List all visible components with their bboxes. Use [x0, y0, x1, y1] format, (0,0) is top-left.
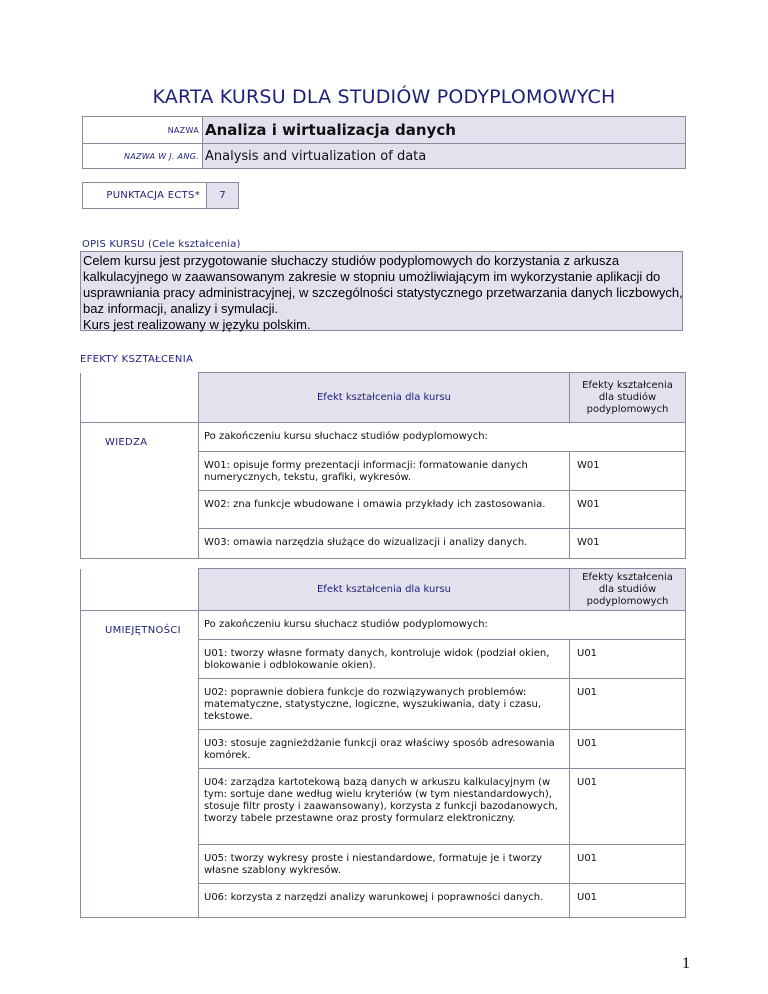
name-en-label: NAZWA W J. ANG. [83, 144, 203, 169]
ects-table [82, 182, 239, 209]
ects-label: PUNKTACJA ECTS* [83, 183, 207, 209]
outcome-text: U03: stosuje zagnieżdżanie funkcji oraz właściwy sposób adresowania komórek. [199, 730, 570, 769]
name-en-value: Analysis and virtualization of data [203, 144, 686, 169]
ects-value: 7 [207, 183, 239, 209]
outcome-text: U05: tworzy wykresy proste i niestandardowe, formatuje je i tworzy własne szablony wykresów. [199, 845, 570, 884]
outcome-code: U01 [570, 769, 686, 845]
category-label: UMIEJĘTNOŚCI [81, 611, 199, 918]
skills-outcomes-table [80, 568, 686, 918]
empty-header-cell [81, 373, 199, 423]
intro-text: Po zakończeniu kursu słuchacz studiów podyplomowych: [199, 423, 686, 452]
outcome-code: W01 [570, 529, 686, 559]
intro-text: Po zakończeniu kursu słuchacz studiów podyplomowych: [199, 611, 686, 640]
name-label: NAZWA [83, 117, 203, 144]
outcome-text: W03: omawia narzędzia służące do wizualizacji i analizy danych. [199, 529, 570, 559]
outcome-code: U01 [570, 640, 686, 679]
category-label: WIEDZA [81, 423, 199, 559]
knowledge-outcomes-table [80, 372, 686, 559]
description-line: Celem kursu jest przygotowanie słuchaczy studiów podyplomowych do korzystania z arkusza [83, 253, 620, 268]
page-number: 1 [682, 955, 690, 972]
outcome-text: U04: zarządza kartotekową bazą danych w arkuszu kalkulacyjnym (w tym: sortuje dane według wielu kryteriów (w tym niestandardowych), stosuje filtr prosty i zaawansowany), korzysta z funkcji bazodanowych, tworzy tabele przestawne oraz prosty formularz elektroniczny. [199, 769, 570, 845]
outcome-text: U02: poprawnie dobiera funkcje do rozwiązywanych problemów: matematyczne, statystyczne, logiczne, wyszukiwania, daty i czasu, tekstowe. [199, 679, 570, 730]
outcome-text: W01: opisuje formy prezentacji informacji: formatowanie danych numerycznych, tekstu, grafiki, wykresów. [199, 452, 570, 491]
outcome-text: U06: korzysta z narzędzi analizy warunkowej i poprawności danych. [199, 884, 570, 918]
description-line: baz informacji, analizy i symulacji. [83, 301, 279, 316]
empty-header-cell [81, 569, 199, 611]
outcome-code: U01 [570, 679, 686, 730]
program-outcome-header: Efekty kształcenia dla studiów podyplomowych [570, 373, 686, 423]
outcome-code: U01 [570, 884, 686, 918]
description-line: usprawniania pracy administracyjnej, w szczególności statystycznego przetwarzania danych liczbowych, [83, 285, 683, 300]
description-heading: OPIS KURSU (Cele kształcenia) [82, 239, 241, 250]
outcomes-heading: EFEKTY KSZTAŁCENIA [80, 354, 194, 365]
page-title: KARTA KURSU DLA STUDIÓW PODYPLOMOWYCH [152, 86, 616, 108]
program-outcome-header: Efekty kształcenia dla studiów podyplomowych [570, 569, 686, 611]
outcome-text: W02: zna funkcje wbudowane i omawia przykłady ich zastosowania. [199, 491, 570, 529]
outcome-header: Efekt kształcenia dla kursu [199, 569, 570, 611]
outcome-code: U01 [570, 845, 686, 884]
course-name-table [82, 116, 686, 169]
description-line: Kurs jest realizowany w języku polskim. [83, 317, 311, 332]
name-value: Analiza i wirtualizacja danych [203, 117, 686, 144]
description-line: kalkulacyjnego w zaawansowanym zakresie w stopniu umożliwiającym im wykorzystanie aplikacji do [83, 269, 661, 284]
outcome-text: U01: tworzy własne formaty danych, kontroluje widok (podział okien, blokowanie i odblokowanie okien). [199, 640, 570, 679]
outcome-code: W01 [570, 491, 686, 529]
outcome-code: U01 [570, 730, 686, 769]
outcome-header: Efekt kształcenia dla kursu [199, 373, 570, 423]
outcome-code: W01 [570, 452, 686, 491]
description-box [80, 251, 683, 331]
